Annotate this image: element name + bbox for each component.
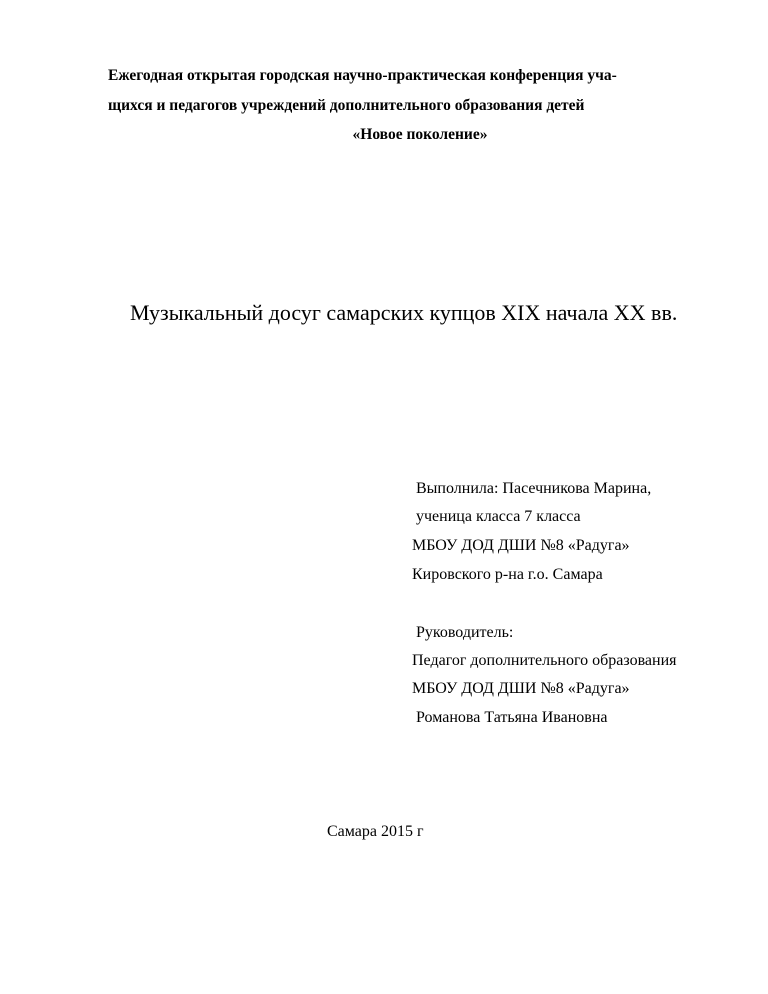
supervisor-name: Романова Татьяна Ивановна: [416, 709, 608, 726]
performer-school: МБОУ ДОД ДШИ №8 «Радуга»: [412, 537, 630, 554]
performer-name: Выполнила: Пасечникова Марина,: [416, 480, 652, 497]
work-title: Музыкальный досуг самарских купцов XIX начала XX вв.: [130, 300, 678, 325]
conference-name: «Новое поколение»: [352, 126, 488, 143]
performer-district: Кировского р-на г.о. Самара: [412, 566, 603, 583]
supervisor-school: МБОУ ДОД ДШИ №8 «Радуга»: [412, 680, 630, 697]
conference-title-line-2: щихся и педагогов учреждений дополнительного образования детей: [108, 97, 585, 114]
place-and-year: Самара 2015 г: [327, 823, 424, 840]
performer-grade: ученица класса 7 класса: [416, 508, 581, 525]
conference-title-line-1: Ежегодная открытая городская научно-практическая конференция уча-: [108, 67, 617, 84]
supervisor-position: Педагог дополнительного образования: [412, 652, 677, 669]
supervisor-heading: Руководитель:: [416, 624, 514, 641]
